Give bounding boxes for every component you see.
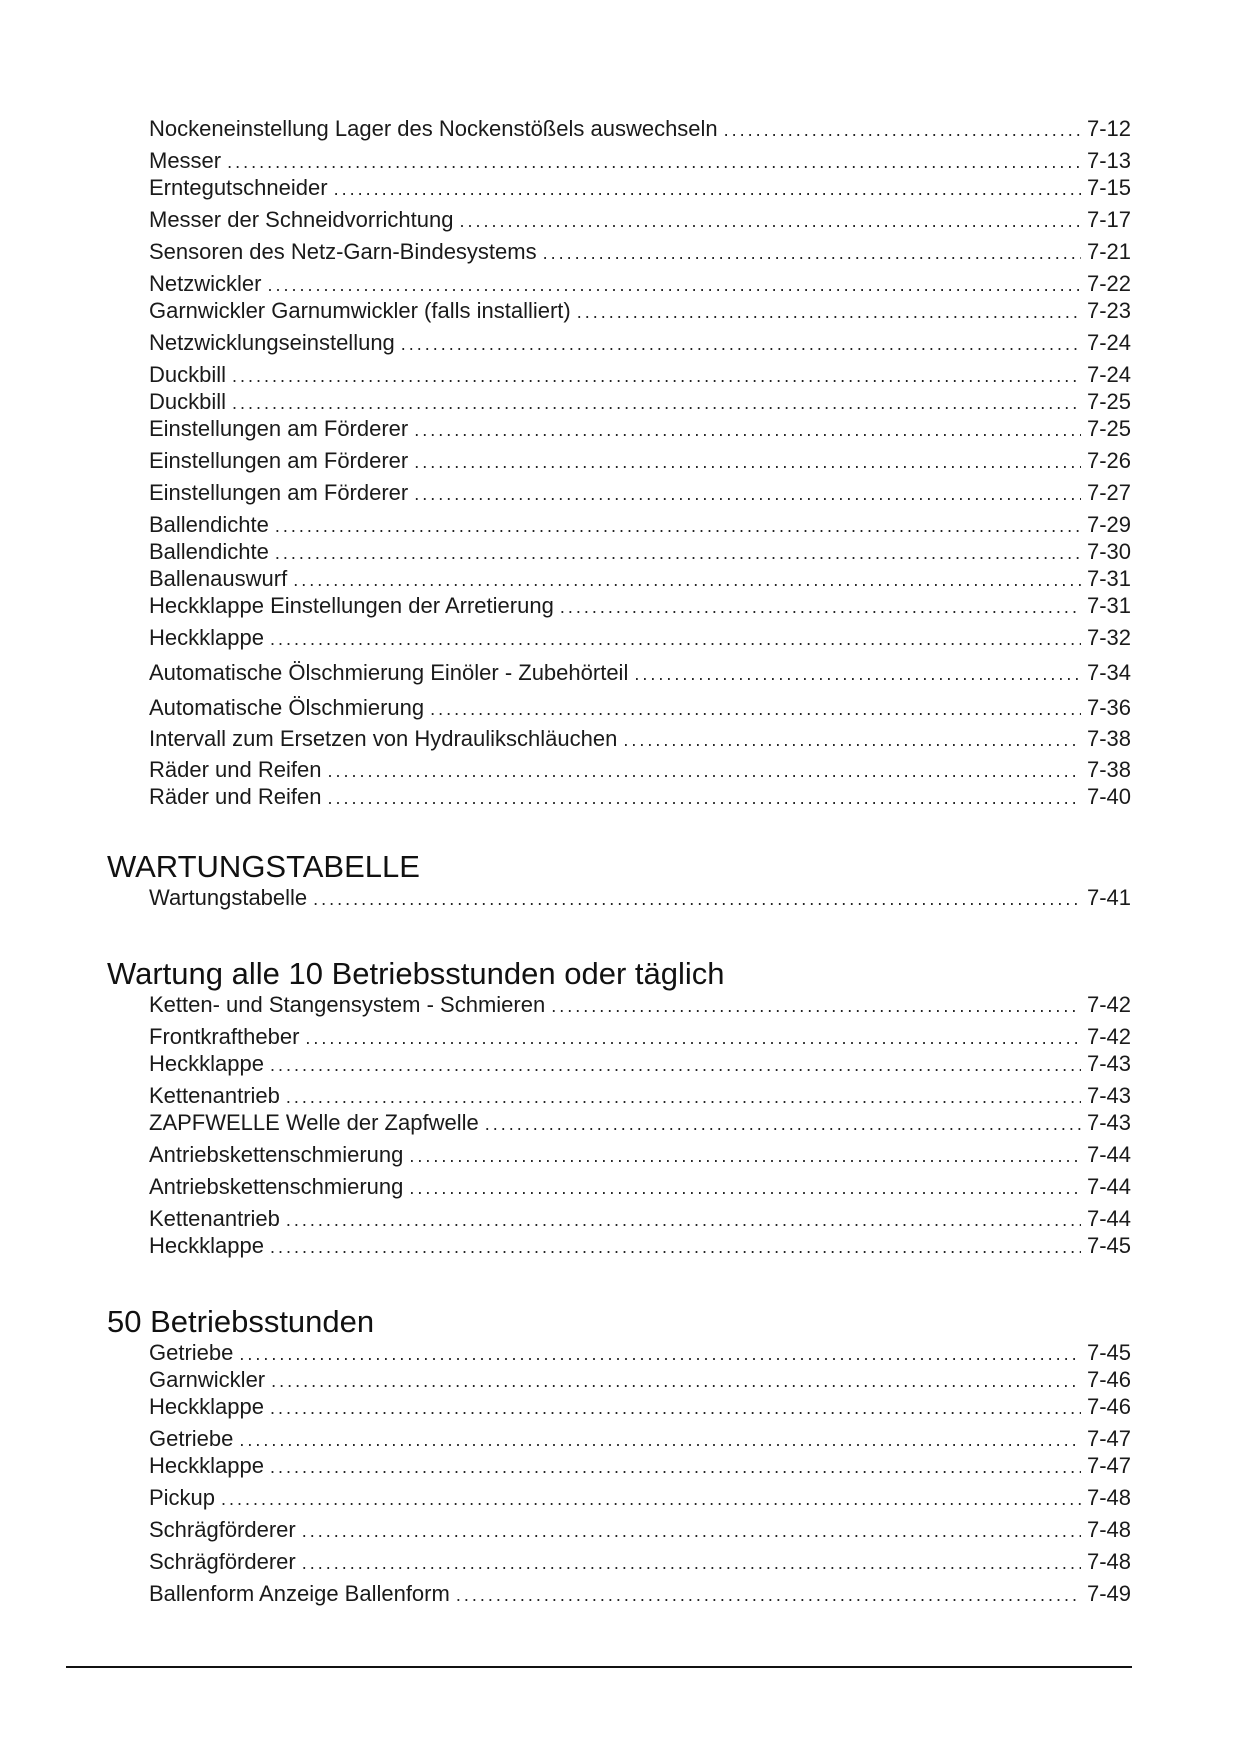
toc-entry-label: Heckklappe (149, 625, 264, 650)
toc-entry[interactable] (149, 1517, 1131, 1544)
toc-entry-label: Duckbill (149, 362, 227, 387)
toc-entry[interactable] (149, 566, 1131, 593)
toc-entry-label: Heckklappe Einstellungen der Arretierung (149, 593, 554, 618)
toc-entry-label: Automatische Ölschmierung Einöler - Zubehörteil (149, 660, 629, 685)
toc-entry-label: Heckklappe (149, 1453, 264, 1478)
dot-leader (270, 626, 1081, 652)
toc-entry[interactable] (149, 695, 1131, 722)
toc-entry-page-number: 7-48 (1086, 1485, 1131, 1510)
toc-entry-page-number: 7-45 (1086, 1233, 1131, 1258)
toc-entry-page-number: 7-13 (1086, 148, 1131, 173)
toc-entry-page-number: 7-42 (1086, 992, 1131, 1017)
toc-entry[interactable] (149, 1340, 1131, 1367)
dot-leader (409, 1143, 1081, 1169)
dot-leader (270, 1052, 1081, 1078)
toc-entry[interactable] (149, 1426, 1131, 1453)
toc-entry-label: ZAPFWELLE Welle der Zapfwelle (149, 1110, 479, 1135)
dot-leader (293, 567, 1081, 593)
toc-entry-label: Frontkraftheber (149, 1024, 300, 1049)
dot-leader (271, 1368, 1081, 1394)
toc-entry-label: Netzwicklungseinstellung (149, 330, 395, 355)
toc-entry[interactable] (149, 784, 1131, 811)
toc-entry-label: Räder und Reifen (149, 757, 322, 782)
dot-leader (459, 208, 1080, 234)
toc-entry-page-number: 7-36 (1086, 695, 1131, 720)
toc-entry-label: Schrägförderer (149, 1517, 296, 1542)
toc-entry-page-number: 7-24 (1086, 330, 1131, 355)
toc-entry-list (107, 1340, 1131, 1608)
section-heading: WARTUNGSTABELLE (107, 849, 420, 884)
toc-entry[interactable] (149, 116, 1131, 143)
toc-entry[interactable] (149, 1485, 1131, 1512)
toc-entry[interactable] (149, 271, 1131, 298)
toc-entry-list (107, 116, 1131, 811)
dot-leader (305, 1025, 1081, 1051)
dot-leader (267, 272, 1080, 298)
toc-entry-page-number: 7-48 (1086, 1549, 1131, 1574)
toc-entry-label: Getriebe (149, 1340, 234, 1365)
dot-leader (724, 117, 1081, 143)
toc-entry[interactable] (149, 757, 1131, 784)
toc-entry[interactable] (149, 298, 1131, 325)
toc-entry[interactable] (149, 1051, 1131, 1078)
toc-entry-page-number: 7-26 (1086, 448, 1131, 473)
dot-leader (327, 785, 1081, 811)
dot-leader (409, 1175, 1081, 1201)
toc-entry[interactable] (149, 148, 1131, 175)
toc-section (107, 116, 1131, 811)
toc-entry-label: Heckklappe (149, 1233, 264, 1258)
toc-entry-label: Netzwickler (149, 271, 262, 296)
dot-leader (286, 1207, 1081, 1233)
toc-entry[interactable] (149, 1024, 1131, 1051)
toc-entry[interactable] (149, 625, 1131, 652)
toc-entry[interactable] (149, 1453, 1131, 1480)
toc-entry-label: Einstellungen am Förderer (149, 416, 409, 441)
toc-entry-label: Heckklappe (149, 1394, 264, 1419)
toc-entry-page-number: 7-17 (1086, 207, 1131, 232)
toc-entry-label: Garnwickler (149, 1367, 266, 1392)
toc-entry[interactable] (149, 1206, 1131, 1233)
toc-entry-label: Sensoren des Netz-Garn-Bindesystems (149, 239, 537, 264)
toc-entry-page-number: 7-42 (1086, 1024, 1131, 1049)
section-heading: Wartung alle 10 Betriebsstunden oder täglich (107, 956, 725, 991)
toc-entry-page-number: 7-31 (1086, 593, 1131, 618)
toc-entry[interactable] (149, 1581, 1131, 1608)
dot-leader (456, 1582, 1081, 1608)
toc-entry[interactable] (149, 362, 1131, 389)
toc-entry-label: Heckklappe (149, 1051, 264, 1076)
dot-leader (414, 449, 1081, 475)
toc-entry-label: Kettenantrieb (149, 1083, 280, 1108)
toc-section (107, 1304, 1131, 1608)
toc-entry-page-number: 7-44 (1086, 1174, 1131, 1199)
dot-leader (577, 299, 1081, 325)
toc-entry-page-number: 7-27 (1086, 480, 1131, 505)
toc-entry-list (107, 885, 1131, 912)
dot-leader (270, 1395, 1081, 1421)
toc-entry-label: Ketten- und Stangensystem - Schmieren (149, 992, 546, 1017)
toc-entry-label: Messer der Schneidvorrichtung (149, 207, 454, 232)
toc-entry[interactable] (149, 593, 1131, 620)
toc-entry-page-number: 7-38 (1086, 726, 1131, 751)
toc-entry[interactable] (149, 1549, 1131, 1576)
toc-entry-page-number: 7-24 (1086, 362, 1131, 387)
dot-leader (430, 696, 1081, 722)
toc-entry-page-number: 7-45 (1086, 1340, 1131, 1365)
toc-entry[interactable] (149, 885, 1131, 912)
toc-entry[interactable] (149, 1367, 1131, 1394)
toc-entry[interactable] (149, 539, 1131, 566)
dot-leader (551, 993, 1081, 1019)
toc-entry[interactable] (149, 1394, 1131, 1421)
dot-leader (334, 176, 1081, 202)
dot-leader (239, 1427, 1081, 1453)
toc-entry-page-number: 7-43 (1086, 1083, 1131, 1108)
toc-entry-label: Messer (149, 148, 222, 173)
toc-entry-page-number: 7-34 (1086, 660, 1131, 685)
dot-leader (543, 240, 1081, 266)
toc-entry-page-number: 7-31 (1086, 566, 1131, 591)
toc-entry-page-number: 7-21 (1086, 239, 1131, 264)
toc-entry[interactable] (149, 448, 1131, 475)
dot-leader (623, 727, 1081, 753)
toc-entry[interactable] (149, 512, 1131, 539)
toc-entry[interactable] (149, 726, 1131, 753)
toc-entry[interactable] (149, 660, 1131, 687)
toc-entry-label: Nockeneinstellung Lager des Nockenstößels auswechseln (149, 116, 718, 141)
toc-entry-page-number: 7-15 (1086, 175, 1131, 200)
dot-leader (327, 758, 1081, 784)
toc-section (107, 956, 1131, 1260)
toc-entry-label: Getriebe (149, 1426, 234, 1451)
toc-entry[interactable] (149, 1142, 1131, 1169)
toc-entry[interactable] (149, 1174, 1131, 1201)
toc-entry-page-number: 7-44 (1086, 1206, 1131, 1231)
toc-entry-page-number: 7-46 (1086, 1367, 1131, 1392)
dot-leader (275, 540, 1081, 566)
toc-entry-label: Ballendichte (149, 512, 269, 537)
toc-entry[interactable] (149, 480, 1131, 507)
toc-entry[interactable] (149, 207, 1131, 234)
toc-entry-label: Antriebskettenschmierung (149, 1174, 404, 1199)
dot-leader (239, 1341, 1081, 1367)
toc-entry-label: Antriebskettenschmierung (149, 1142, 404, 1167)
dot-leader (227, 149, 1081, 175)
toc-entry-label: Ballenauswurf (149, 566, 288, 591)
toc-section (107, 849, 1131, 912)
toc-entry-page-number: 7-32 (1086, 625, 1131, 650)
toc-entry-page-number: 7-25 (1086, 389, 1131, 414)
toc-entry[interactable] (149, 239, 1131, 266)
toc-entry-page-number: 7-43 (1086, 1051, 1131, 1076)
toc-entry[interactable] (149, 1233, 1131, 1260)
dot-leader (302, 1518, 1081, 1544)
toc-entry-label: Kettenantrieb (149, 1206, 280, 1231)
toc-entry-label: Duckbill (149, 389, 227, 414)
toc-entry-label: Einstellungen am Förderer (149, 448, 409, 473)
toc-entry-page-number: 7-30 (1086, 539, 1131, 564)
toc-entry-label: Wartungstabelle (149, 885, 308, 910)
dot-leader (221, 1486, 1081, 1512)
toc-entry-label: Automatische Ölschmierung (149, 695, 425, 720)
toc-entry-label: Pickup (149, 1485, 216, 1510)
toc-entry-page-number: 7-22 (1086, 271, 1131, 296)
toc-entry-label: Ballenform Anzeige Ballenform (149, 1581, 450, 1606)
dot-leader (270, 1454, 1081, 1480)
toc-entry-page-number: 7-25 (1086, 416, 1131, 441)
toc-entry-label: Ballendichte (149, 539, 269, 564)
toc-entry[interactable] (149, 175, 1131, 202)
table-of-contents (107, 116, 1131, 1608)
dot-leader (286, 1084, 1081, 1110)
dot-leader (634, 661, 1081, 687)
toc-entry[interactable] (149, 330, 1131, 357)
dot-leader (232, 390, 1081, 416)
toc-entry-page-number: 7-48 (1086, 1517, 1131, 1542)
section-heading: 50 Betriebsstunden (107, 1304, 375, 1339)
toc-entry-page-number: 7-29 (1086, 512, 1131, 537)
toc-entry-page-number: 7-38 (1086, 757, 1131, 782)
toc-entry[interactable] (149, 1110, 1131, 1137)
toc-entry-page-number: 7-47 (1086, 1453, 1131, 1478)
toc-entry[interactable] (149, 992, 1131, 1019)
toc-entry-page-number: 7-40 (1086, 784, 1131, 809)
toc-entry[interactable] (149, 1083, 1131, 1110)
toc-entry-page-number: 7-41 (1086, 885, 1131, 910)
dot-leader (270, 1234, 1081, 1260)
toc-entry[interactable] (149, 389, 1131, 416)
dot-leader (232, 363, 1081, 389)
footer-rule (66, 1666, 1132, 1668)
toc-entry-page-number: 7-49 (1086, 1581, 1131, 1606)
toc-entry-page-number: 7-23 (1086, 298, 1131, 323)
toc-entry-label: Intervall zum Ersetzen von Hydraulikschläuchen (149, 726, 618, 751)
toc-entry[interactable] (149, 416, 1131, 443)
toc-entry-label: Räder und Reifen (149, 784, 322, 809)
toc-entry-page-number: 7-12 (1086, 116, 1131, 141)
toc-entry-page-number: 7-44 (1086, 1142, 1131, 1167)
dot-leader (275, 513, 1081, 539)
dot-leader (414, 417, 1081, 443)
toc-entry-label: Einstellungen am Förderer (149, 480, 409, 505)
toc-entry-label: Erntegutschneider (149, 175, 328, 200)
toc-entry-label: Garnwickler Garnumwickler (falls installiert) (149, 298, 571, 323)
dot-leader (485, 1111, 1081, 1137)
dot-leader (401, 331, 1081, 357)
dot-leader (414, 481, 1081, 507)
toc-entry-page-number: 7-46 (1086, 1394, 1131, 1419)
toc-entry-page-number: 7-47 (1086, 1426, 1131, 1451)
toc-entry-page-number: 7-43 (1086, 1110, 1131, 1135)
toc-entry-label: Schrägförderer (149, 1549, 296, 1574)
toc-entry-list (107, 992, 1131, 1260)
dot-leader (302, 1550, 1081, 1576)
dot-leader (313, 886, 1081, 912)
dot-leader (560, 594, 1081, 620)
